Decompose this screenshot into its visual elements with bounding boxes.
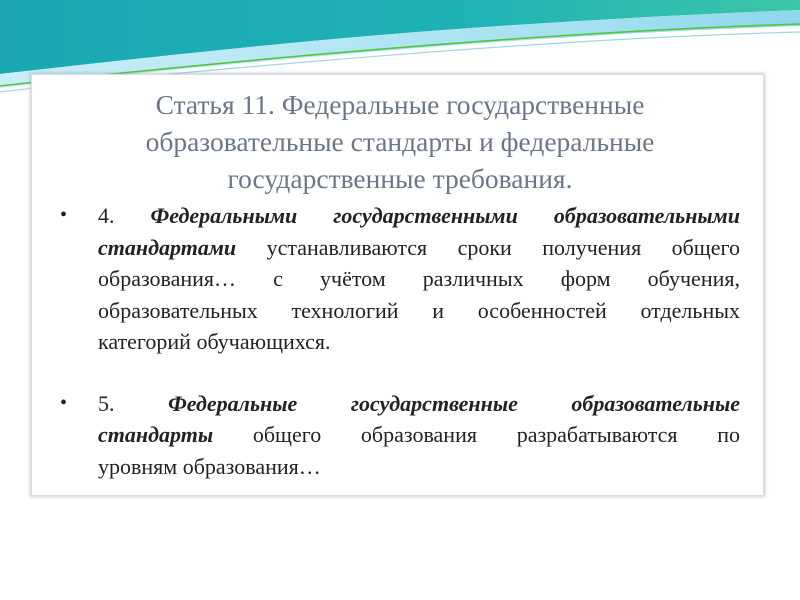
slide-title xyxy=(0,86,800,197)
emphasis-text: Федеральными государственными образовательными xyxy=(150,203,740,228)
title-line: образовательные стандарты и федеральные xyxy=(145,126,655,157)
text-line xyxy=(98,326,740,358)
title-line: Статья 11. Федеральные государственные xyxy=(155,89,645,120)
emphasis-text: стандарты xyxy=(98,422,214,447)
list-item xyxy=(60,388,740,483)
text-line xyxy=(98,451,740,483)
text-run: 4. xyxy=(98,203,151,228)
text-line xyxy=(98,200,740,232)
bullet-list xyxy=(60,200,740,482)
text-run: общего образования разрабатываются по xyxy=(213,422,740,447)
text-run: образовательных технологий и особенностей отдельных xyxy=(98,297,740,323)
text-line xyxy=(98,232,740,264)
text-line xyxy=(98,388,740,420)
text-line xyxy=(98,295,740,327)
title-line: государственные требования. xyxy=(227,163,573,194)
text-run: уровням образования… xyxy=(98,453,321,479)
emphasis-text: стандартами xyxy=(98,234,237,260)
list-item xyxy=(60,200,740,358)
text-line xyxy=(98,419,740,451)
bullet-dot: • xyxy=(60,391,68,414)
text-run: устанавливаются сроки получения общего xyxy=(236,234,740,260)
text-line xyxy=(98,263,740,295)
text-run: категорий обучающихся. xyxy=(98,329,331,354)
emphasis-text: Федеральные государственные образовательные xyxy=(168,390,740,416)
bullet-dot: • xyxy=(60,204,68,226)
text-run: образования… с учётом различных форм обучения, xyxy=(98,266,740,291)
text-run: 5. xyxy=(98,390,169,416)
